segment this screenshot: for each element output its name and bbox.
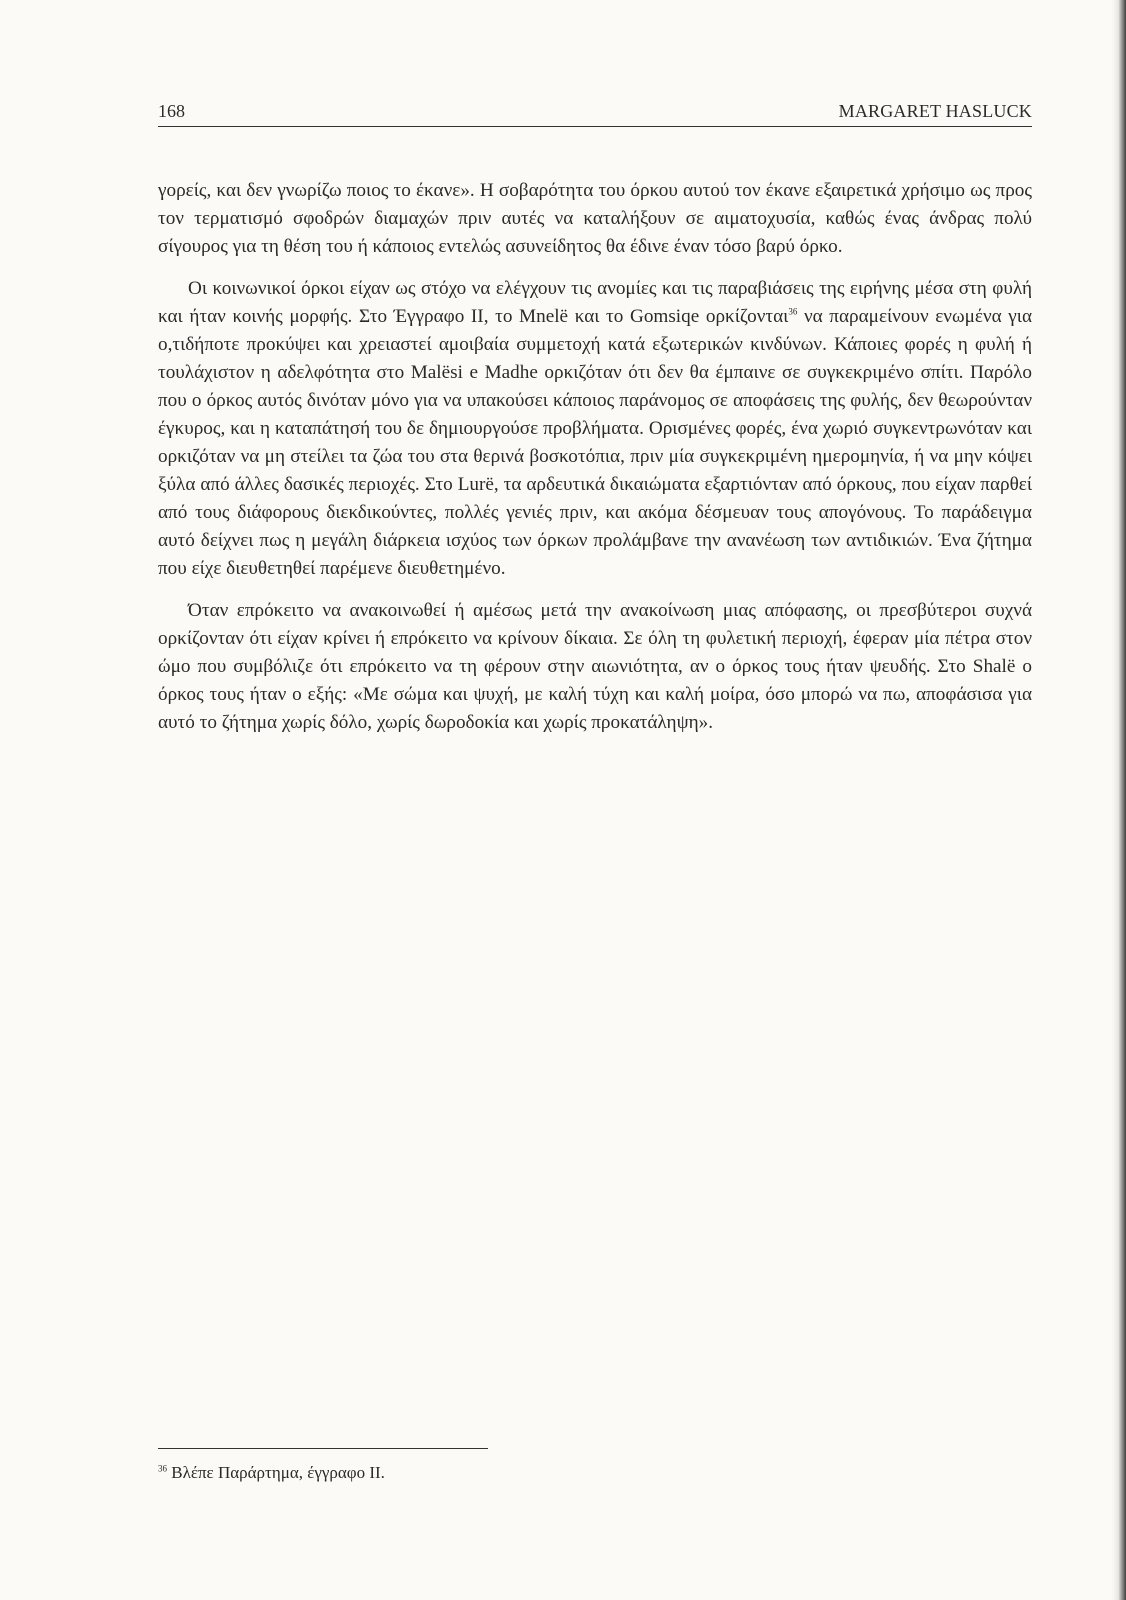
running-head: MARGARET HASLUCK [838,101,1032,121]
page-spine-shadow [1112,0,1126,1600]
paragraph-2 [158,275,1032,583]
footnote-text: Βλέπε Παράρτημα, έγγραφο ΙΙ. [167,1463,385,1482]
body-text [158,177,1032,751]
footnote [158,1461,1032,1485]
paragraph-2-text-after-note: να παραμείνουν ενωμένα για ο,τιδήποτε προκύψει και χρειαστεί αμοιβαία συμμετοχή κατά εξωτερικών κινδύνων. Κάποιες φορές η φυλή ή τουλάχιστον η αδελφότητα στο Malësi e Madhe ορκιζόταν ότι δεν θα έμπαινε σε συγκεκριμένο σπίτι. Παρόλο που ο όρκος αυτός δινόταν μόνο για να υπακούσει κάποιος παράνομος σε αποφάσεις της φυλής, δεν θεωρούνταν έγκυρος, και η καταπάτησή του δε δημιουργούσε προβλήματα. Ορισμένες φορές, ένα χωριό συγκεντρωνόταν και ορκιζόταν να μη στείλει τα ζώα του στα θερινά βοσκοτόπια, πριν μία συγκεκριμένη ημερομηνία, ή να μην κόψει ξύλα από άλλες δασικές περιοχές. Στο Lurë, τα αρδευτικά δικαιώματα εξαρτιόνταν από όρκους, που είχαν παρθεί από τους διάφορους διεκδικούντες, πολλές γενιές πριν, και ακόμα δέσμευαν τους απογόνους. Το παράδειγμα αυτό δείχνει πως η μεγάλη διάρκεια ισχύος των όρκων προλάμβανε την ανανέωση των αντιδικιών. Ένα ζήτημα που είχε διευθετηθεί παρέμενε διευθετημένο. [158,306,1032,579]
footnote-number: 36 [158,1463,167,1474]
paragraph-1: γορείς, και δεν γνωρίζω ποιος το έκανε». Η σοβαρότητα του όρκου αυτού τον έκανε εξαιρετικά χρήσιμο ως προς τον τερματισμό σφοδρών διαμαχών πριν αυτές να καταλήξουν σε αιματοχυσία, καθώς ένας άνδρας πολύ σίγουρος για τη θέση του ή κάποιος εντελώς ασυνείδητος θα έδινε έναν τόσο βαρύ όρκο. [158,180,1032,257]
paragraph-3: Όταν επρόκειτο να ανακοινωθεί ή αμέσως μετά την ανακοίνωση μιας απόφασης, οι πρεσβύτεροι συχνά ορκίζονταν ότι είχαν κρίνει ή επρόκειτο να κρίνουν δίκαια. Σε όλη τη φυλετική περιοχή, έφεραν μία πέτρα στον ώμο που συμβόλιζε ότι επρόκειτο να τη φέρουν στην αιωνιότητα, αν ο όρκος τους ήταν ψευδής. Στο Shalë ο όρκος τους ήταν ο εξής: «Με σώμα και ψυχή, με καλή τύχη και καλή μοίρα, όσο μπορώ να πω, αποφάσισα για αυτό το ζήτημα χωρίς δόλο, χωρίς δωροδοκία και χωρίς προκατάληψη». [158,600,1032,733]
footnote-divider [158,1448,488,1449]
page-header [158,100,1032,127]
paragraph-2-text-before-note: Οι κοινωνικοί όρκοι είχαν ως στόχο να ελέγχουν τις ανομίες και τις παραβιάσεις της ειρήνης μέσα στη φυλή και ήταν κοινής μορφής. Στο Έγγραφο ΙΙ, το Mnelë και το Gomsiqe ορκίζονται [158,278,1032,327]
page-number: 168 [158,101,185,121]
footnote-reference: 36 [788,306,798,317]
